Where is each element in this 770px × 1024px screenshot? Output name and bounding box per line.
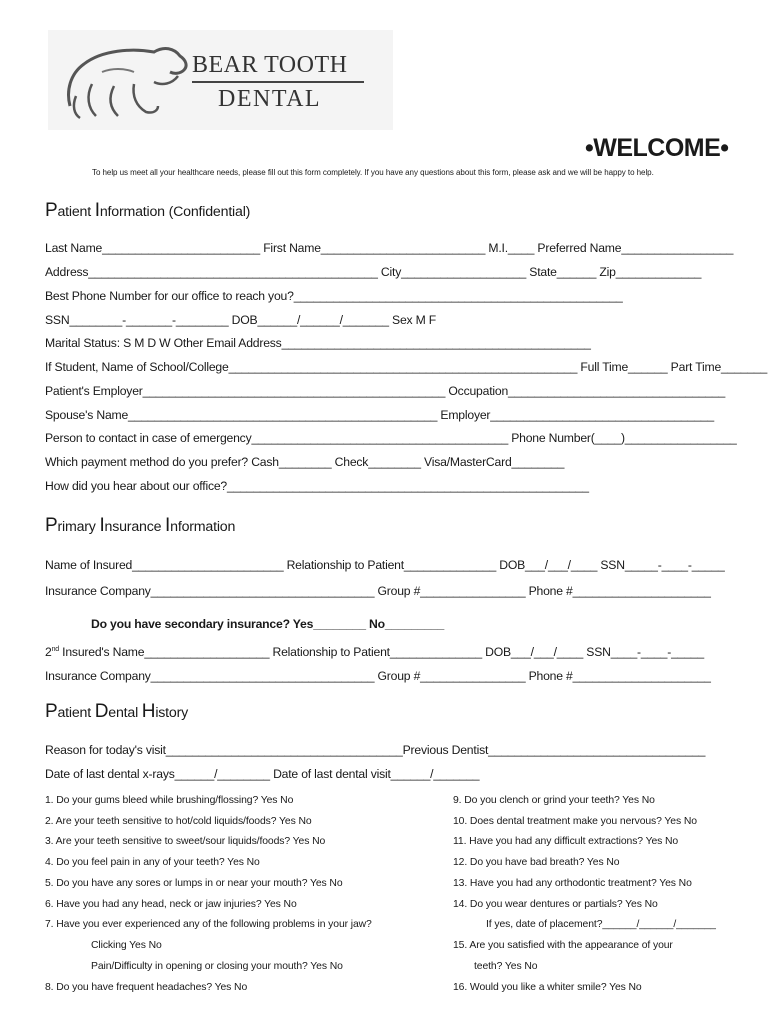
field-row-insurance-company[interactable]: Insurance Company__________________________________ Group #________________ Phone #_____________________ (45, 584, 711, 598)
question-14[interactable]: 14. Do you wear dentures or partials? Yes No (453, 899, 658, 910)
question-2[interactable]: 2. Are your teeth sensitive to hot/cold liquids/foods? Yes No (45, 816, 312, 827)
field-row-second-insured[interactable]: 2nd Insured's Name___________________ Relationship to Patient______________ DOB___/___/____ SSN____-____-_____ (45, 645, 704, 659)
question-6[interactable]: 6. Have you had any head, neck or jaw injuries? Yes No (45, 899, 297, 910)
question-3[interactable]: 3. Are your teeth sensitive to sweet/sour liquids/foods? Yes No (45, 836, 326, 847)
field-row-last-xrays[interactable]: Date of last dental x-rays______/________ Date of last dental visit______/_______ (45, 767, 480, 781)
field-row-employer[interactable]: Patient's Employer______________________________________________ Occupation_________________________________ (45, 384, 726, 398)
bear-logo-icon (62, 36, 192, 126)
question-8[interactable]: 8. Do you have frequent headaches? Yes No (45, 982, 248, 993)
secondary-insurance-question[interactable]: Do you have secondary insurance? Yes________ No_________ (91, 617, 445, 631)
logo-line2: DENTAL (218, 86, 322, 112)
question-5[interactable]: 5. Do you have any sores or lumps in or near your mouth? Yes No (45, 878, 343, 889)
question-1[interactable]: 1. Do your gums bleed while brushing/flossing? Yes No (45, 795, 294, 806)
field-row-payment[interactable]: Which payment method do you prefer? Cash________ Check________ Visa/MasterCard________ (45, 455, 565, 469)
question-11[interactable]: 11. Have you had any difficult extractions? Yes No (453, 836, 679, 847)
field-row-address[interactable]: Address____________________________________________ City___________________ State______ Zip_____________ (45, 265, 702, 279)
intro-text: To help us meet all your healthcare needs, please fill out this form completely. If you have any questions about this form, please ask and we will be happy to help. (92, 168, 654, 177)
question-7-pain[interactable]: Pain/Difficulty in opening or closing your mouth? Yes No (91, 961, 343, 972)
logo-line1: BEAR TOOTH (192, 52, 348, 78)
question-13[interactable]: 13. Have you had any orthodontic treatment? Yes No (453, 878, 692, 889)
field-row-ssn-dob[interactable]: SSN________-_______-________ DOB______/______/_______ Sex M F (45, 313, 436, 327)
question-12[interactable]: 12. Do you have bad breath? Yes No (453, 857, 620, 868)
question-7-clicking[interactable]: Clicking Yes No (91, 940, 162, 951)
question-15-answer[interactable]: teeth? Yes No (474, 961, 538, 972)
question-10[interactable]: 10. Does dental treatment make you nervous? Yes No (453, 816, 697, 827)
field-row-reason[interactable]: Reason for today's visit____________________________________Previous Dentist_________________________________ (45, 743, 706, 757)
logo (48, 30, 393, 130)
section-patient-information: Patient Information (Confidential) (45, 200, 251, 221)
welcome-title: •WELCOME• (585, 134, 729, 162)
field-row-second-insurance-company[interactable]: Insurance Company__________________________________ Group #________________ Phone #_____________________ (45, 669, 711, 683)
field-row-emergency[interactable]: Person to contact in case of emergency_______________________________________ Phone Number(____)_________________ (45, 431, 737, 445)
question-7: 7. Have you ever experienced any of the following problems in your jaw? (45, 919, 372, 930)
field-row-insured[interactable]: Name of Insured_______________________ Relationship to Patient______________ DOB___/___/____ SSN_____-____-_____ (45, 558, 725, 572)
question-16[interactable]: 16. Would you like a whiter smile? Yes No (453, 982, 642, 993)
section-dental-history: Patient Dental History (45, 701, 189, 722)
logo-divider (192, 81, 364, 83)
field-row-referral[interactable]: How did you hear about our office?_______________________________________________________ (45, 479, 589, 493)
field-row-marital-email[interactable]: Marital Status: S M D W Other Email Address_______________________________________________ (45, 336, 591, 350)
question-15: 15. Are you satisfied with the appearance of your (453, 940, 673, 951)
field-row-spouse[interactable]: Spouse's Name_______________________________________________ Employer__________________________________ (45, 408, 714, 422)
section-primary-insurance: Primary Insurance Information (45, 515, 236, 536)
field-row-phone[interactable]: Best Phone Number for our office to reach you?__________________________________________________ (45, 289, 623, 303)
field-row-school[interactable]: If Student, Name of School/College_____________________________________________________ Full Time______ Part Time_______ (45, 360, 768, 374)
question-14-placement-date[interactable]: If yes, date of placement?______/______/_______ (486, 919, 716, 930)
question-4[interactable]: 4. Do you feel pain in any of your teeth? Yes No (45, 857, 260, 868)
field-row-name[interactable]: Last Name________________________ First Name_________________________ M.I.____ Preferred Name_________________ (45, 241, 734, 255)
question-9[interactable]: 9. Do you clench or grind your teeth? Yes No (453, 795, 655, 806)
